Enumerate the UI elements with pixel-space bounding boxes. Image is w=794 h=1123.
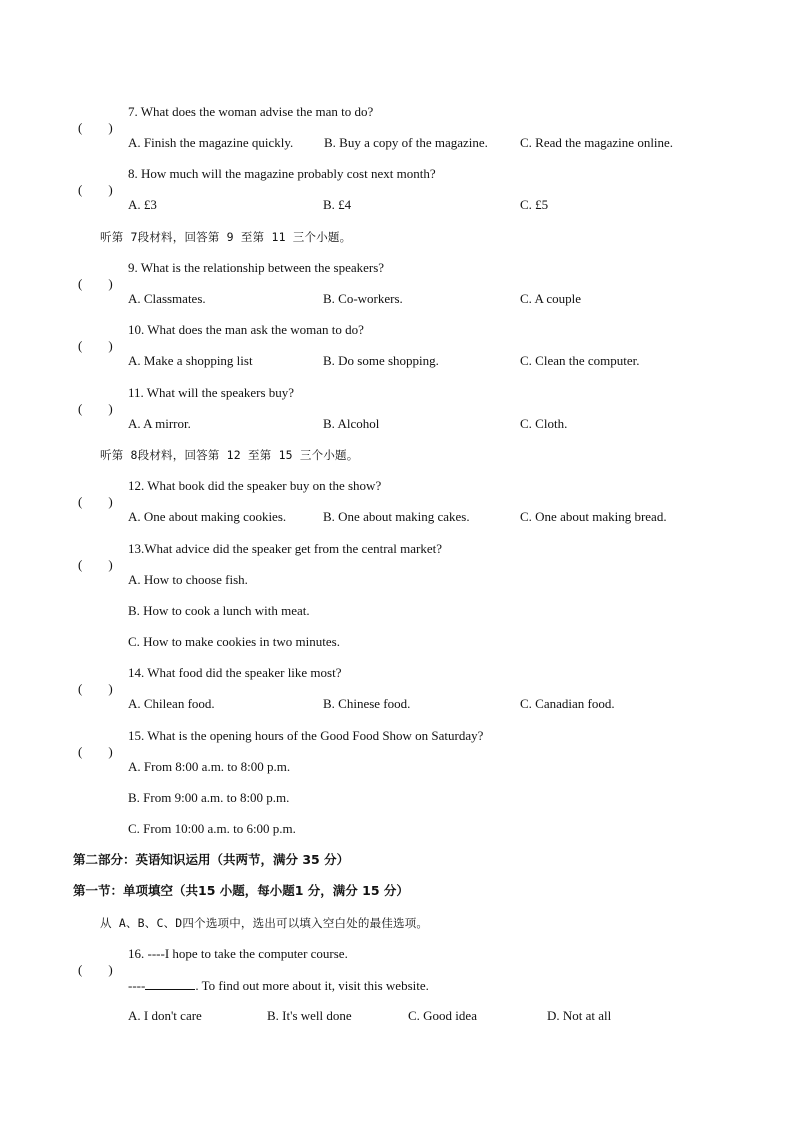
option-c: C. From 10:00 a.m. to 6:00 p.m. xyxy=(128,821,296,836)
option-a: A. A mirror. xyxy=(128,416,191,431)
option-b: B. From 9:00 a.m. to 8:00 p.m. xyxy=(128,790,290,805)
option-b: B. Do some shopping. xyxy=(323,353,439,368)
option-b: B. Chinese food. xyxy=(323,696,411,711)
answer-blank: ( ) xyxy=(78,338,113,353)
dialogue-line xyxy=(128,977,429,994)
option-c: C. One about making bread. xyxy=(520,509,667,524)
option-c: C. Canadian food. xyxy=(520,696,615,711)
question-text: 12. What book did the speaker buy on the show? xyxy=(128,478,382,493)
section-instruction: 听第 8段材料，回答第 12 至第 15 三个小题。 xyxy=(100,448,359,462)
option-c: C. Read the magazine online. xyxy=(520,135,674,150)
option-b: B. It's well done xyxy=(267,1008,352,1023)
option-a: A. Classmates. xyxy=(128,291,206,306)
section-instruction: 听第 7段材料，回答第 9 至第 11 三个小题。 xyxy=(100,230,352,244)
answer-blank: ( ) xyxy=(78,681,113,696)
question-text: 13.What advice did the speaker get from the central market? xyxy=(128,541,443,556)
option-a: A. One about making cookies. xyxy=(128,509,287,524)
option-b: B. £4 xyxy=(323,197,352,212)
option-b: B. Buy a copy of the magazine. xyxy=(324,135,488,150)
option-c: C. Cloth. xyxy=(520,416,568,431)
answer-blank: ( ) xyxy=(78,744,113,759)
option-b: B. Co-workers. xyxy=(323,291,403,306)
option-c: C. Good idea xyxy=(408,1008,477,1023)
option-d: D. Not at all xyxy=(547,1008,612,1023)
option-a: A. How to choose fish. xyxy=(128,572,248,587)
question-text: 14. What food did the speaker like most? xyxy=(128,665,342,680)
dialogue-prefix: ---- xyxy=(128,978,146,993)
answer-blank: ( ) xyxy=(78,494,113,509)
section-instruction: 从 A、B、C、D四个选项中，选出可以填入空白处的最佳选项。 xyxy=(100,916,429,930)
question-text: 8. How much will the magazine probably cost next month? xyxy=(128,166,436,181)
answer-blank: ( ) xyxy=(78,182,113,197)
option-c: C. How to make cookies in two minutes. xyxy=(128,634,340,649)
question-text: 11. What will the speakers buy? xyxy=(128,385,295,400)
question-text: 9. What is the relationship between the speakers? xyxy=(128,260,385,275)
part-heading: 第二部分：英语知识运用（共两节，满分 35 分） xyxy=(73,852,350,867)
option-a: A. Chilean food. xyxy=(128,696,215,711)
section-heading: 第一节：单项填空（共15 小题，每小题1 分，满分 15 分） xyxy=(73,883,409,898)
option-a: A. £3 xyxy=(128,197,157,212)
answer-blank: ( ) xyxy=(78,557,113,572)
question-text: 16. ----I hope to take the computer course. xyxy=(128,946,348,961)
option-a: A. Make a shopping list xyxy=(128,353,253,368)
option-c: C. A couple xyxy=(520,291,582,306)
option-c: C. £5 xyxy=(520,197,549,212)
option-b: B. How to cook a lunch with meat. xyxy=(128,603,310,618)
option-a: A. From 8:00 a.m. to 8:00 p.m. xyxy=(128,759,291,774)
question-text: 10. What does the man ask the woman to do? xyxy=(128,322,364,337)
option-b: B. Alcohol xyxy=(323,416,380,431)
answer-blank: ( ) xyxy=(78,962,113,977)
fill-blank xyxy=(145,977,195,990)
option-c: C. Clean the computer. xyxy=(520,353,640,368)
answer-blank: ( ) xyxy=(78,276,113,291)
option-b: B. One about making cakes. xyxy=(323,509,470,524)
answer-blank: ( ) xyxy=(78,120,113,135)
answer-blank: ( ) xyxy=(78,401,113,416)
question-text: 15. What is the opening hours of the Good Food Show on Saturday? xyxy=(128,728,484,743)
dialogue-suffix: . To find out more about it, visit this website. xyxy=(195,978,429,993)
option-a: A. Finish the magazine quickly. xyxy=(128,135,294,150)
option-a: A. I don't care xyxy=(128,1008,202,1023)
question-text: 7. What does the woman advise the man to do? xyxy=(128,104,374,119)
